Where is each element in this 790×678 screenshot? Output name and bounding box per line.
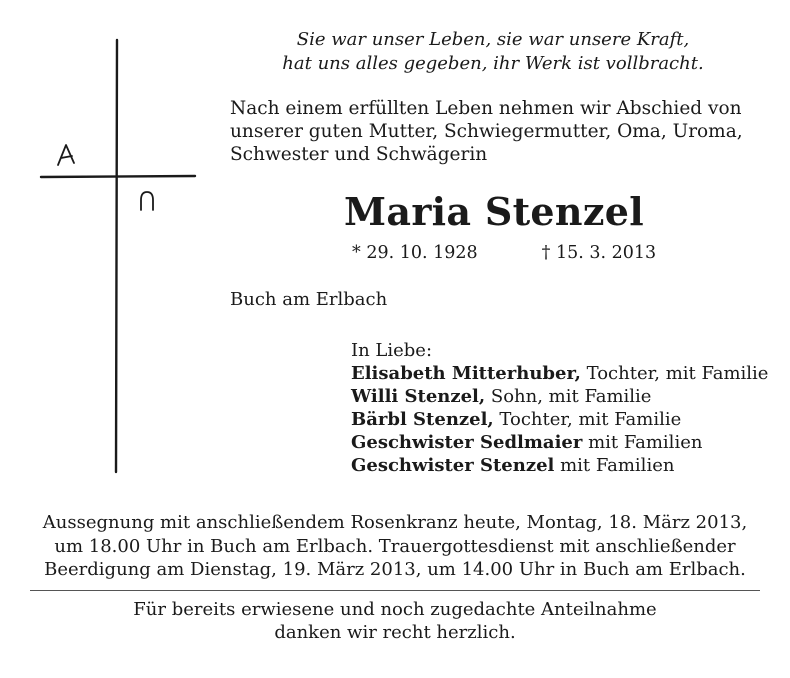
deceased-name: Maria Stenzel xyxy=(344,189,644,234)
motto-line: hat uns alles gegeben, ihr Werk ist vollbracht. xyxy=(282,53,704,74)
intro-line: Schwester und Schwägerin xyxy=(230,144,488,165)
thanks-line: danken wir recht herzlich. xyxy=(274,622,516,643)
member-name: Geschwister Stenzel xyxy=(351,455,555,476)
member-name: Elisabeth Mitterhuber, xyxy=(351,363,581,384)
member-name: Bärbl Stenzel, xyxy=(351,409,494,430)
family-list xyxy=(351,339,768,477)
service-info xyxy=(30,511,760,582)
intro-text xyxy=(230,97,758,166)
family-member xyxy=(351,454,768,477)
cross-icon xyxy=(30,35,200,475)
family-member xyxy=(351,362,768,385)
birth-date: * 29. 10. 1928 xyxy=(352,243,478,263)
death-date: † 15. 3. 2013 xyxy=(541,243,657,263)
family-member xyxy=(351,408,768,431)
motto xyxy=(228,28,758,76)
service-line: um 18.00 Uhr in Buch am Erlbach. Trauergottesdienst mit anschließender xyxy=(54,535,736,557)
member-relation: Tochter, mit Familie xyxy=(493,409,682,430)
omega-icon xyxy=(141,192,153,210)
life-dates xyxy=(352,242,656,264)
thanks-note xyxy=(30,598,760,644)
thanks-line: Für bereits erwiesene und noch zugedachte Anteilnahme xyxy=(133,599,657,620)
motto-line: Sie war unser Leben, sie war unsere Kraft, xyxy=(296,29,690,50)
intro-line: unserer guten Mutter, Schwiegermutter, Oma, Uroma, xyxy=(230,121,743,142)
family-member xyxy=(351,385,768,408)
service-line: Aussegnung mit anschließendem Rosenkranz heute, Montag, 18. März 2013, xyxy=(42,512,748,533)
member-relation: Sohn, mit Familie xyxy=(485,386,652,407)
member-name: Willi Stenzel, xyxy=(351,386,486,407)
residence-place: Buch am Erlbach xyxy=(230,289,388,310)
family-heading: In Liebe: xyxy=(351,340,433,361)
family-member xyxy=(351,431,768,454)
member-name: Geschwister Sedlmaier xyxy=(351,432,583,453)
alpha-icon xyxy=(58,145,74,165)
intro-line: Nach einem erfüllten Leben nehmen wir Abschied von xyxy=(230,98,742,119)
service-line: Beerdigung am Dienstag, 19. März 2013, um 14.00 Uhr in Buch am Erlbach. xyxy=(44,559,746,580)
member-relation: mit Familien xyxy=(582,432,703,453)
divider xyxy=(30,590,760,591)
member-relation: Tochter, mit Familie xyxy=(580,363,769,384)
member-relation: mit Familien xyxy=(554,455,675,476)
